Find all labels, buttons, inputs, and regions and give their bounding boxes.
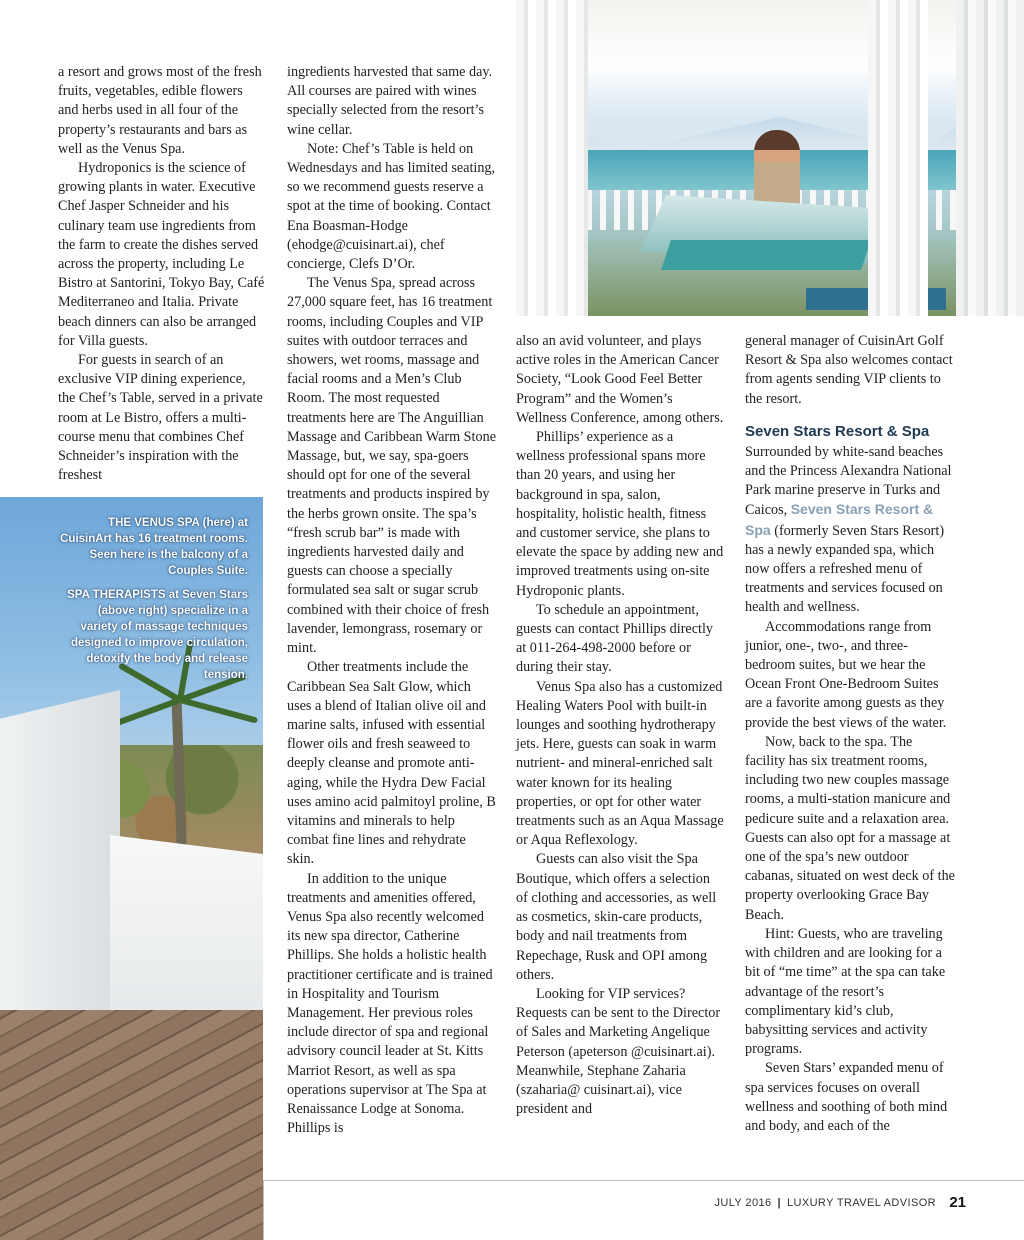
paragraph: ingredients harvested that same day. All courses are paired with wines specially selected from the resort’s wine cellar. [287, 64, 493, 138]
photo-curtain-right [868, 0, 928, 316]
paragraph: Venus Spa also has a customized Healing Waters Pool with built-in lounges and soothing hydrotherapy jets. Here, guests can soak in warm nutrient- and mineral-enriched salt water known for its healing properties, or opt for other water treatments such as an Aqua Massage or Aqua Reflexology. [516, 678, 724, 849]
paragraph: Seven Stars’ expanded menu of spa services focuses on overall wellness and soothing of both mind and body, and each of the [745, 1060, 948, 1134]
footer-separator: | [777, 1197, 781, 1209]
paragraph: Accommodations range from junior, one-, two-, and three-bedroom suites, but we hear the Ocean Front One-Bedroom Suites are a favorite among guests as they provide the best views of the water. [745, 618, 947, 731]
paragraph: Now, back to the spa. The facility has six treatment rooms, including two new couples massage rooms, a multi-station manicure and pedicure suite and a relaxation area. Guests can also opt for a massage at one of the spa’s new outdoor cabanas, situated on west deck of the property overlooking Grace Bay Beach. [745, 733, 955, 923]
footer-rule [263, 1180, 1024, 1181]
photo-curtain-left [516, 0, 588, 316]
section-heading: Seven Stars Resort & Spa [745, 422, 930, 440]
photo-wall-right [110, 835, 263, 1025]
footer-vertical-rule [263, 1180, 264, 1240]
paragraph: Hint: Guests, who are traveling with children and are looking for a bit of “me time” at the spa can take advantage of the resort’s complimentary kid’s club, babysitting services and activity programs. [745, 925, 946, 1058]
photo-palm-leaf [179, 697, 258, 724]
publication-name: LUXURY TRAVEL ADVISOR [786, 1197, 936, 1209]
article-column-4 [745, 332, 955, 1136]
paragraph: In addition to the unique treatments and amenities offered, Venus Spa also recently welcomed its new spa director, Catherine Phillips. She holds a holistic health practitioner certificate and is trained in Hospitality and Tourism Management. Her previous roles include director of spa and regional advisory council leader at St. Kitts Marriot Resort, as well as spa operations supervisor at The Spa at Renaissance Lodge at Sonoma. Phillips is [287, 870, 493, 1137]
article-column-2 [287, 63, 496, 1138]
photo-deck [0, 1010, 263, 1240]
photo-caption [60, 515, 248, 691]
paragraph: For guests in search of an exclusive VIP dining experience, the Chef’s Table, served in a private room at Le Bistro, offers a multi-course menu that combines Chef Schneider’s inspiration with the freshest [58, 352, 263, 484]
page-number: 21 [949, 1194, 966, 1211]
paragraph: a resort and grows most of the fresh fruits, vegetables, edible flowers and herbs used in all four of the property’s restaurants and bars as well as the Venus Spa. [58, 64, 262, 157]
paragraph: Hydroponics is the science of growing plants in water. Executive Chef Jasper Schneider and his culinary team use ingredients from the farm to create the dishes served across the property, including Le Bistro at Santorini, Tokyo Bay, Café Mediterraneo and Italia. Private beach dinners can also be arranged for Villa guests. [58, 160, 265, 349]
paragraph: Phillips’ experience as a wellness professional spans more than 20 years, and using her background in spa, salon, hospitality, holistic health, fitness and customer service, she plans to elevate the space by adding new and improved treatments using on-site Hydroponic plants. [516, 429, 724, 599]
spa-cabana-photo [516, 0, 1024, 316]
paragraph-text: (formerly Seven Stars Resort) has a newly expanded spa, which now offers a refreshed menu of treatments and services focused on health and wellness. [745, 522, 945, 616]
paragraph: also an avid volunteer, and plays active roles in the American Cancer Society, “Look Good Feel Better Program” and the Women’s Wellness Conference, among others. [516, 333, 724, 426]
resort-name-highlight: Seven Stars Resort & Spa [745, 501, 934, 538]
article-column-1 [58, 63, 266, 485]
caption-spa-therapists: SPA THERAPISTS at Seven Stars (above right) specialize in a variety of massage techniques designed to improve circulation, detoxify the body and release tension. [67, 589, 248, 681]
paragraph: Other treatments include the Caribbean Sea Salt Glow, which uses a blend of Italian olive oil and marine salts, infused with essential flower oils and fresh seaweed to deeply cleanse and promote anti-aging, while the Hydra Dew Facial uses amino acid palmitoyl proline, B vitamins and minerals to help combat fine lines and rehydrate skin. [287, 659, 496, 868]
paragraph-text: Surrounded by white-sand beaches and the Princess Alexandra National Park marine preserve in Turks and Caicos, [745, 443, 952, 519]
photo-towel [661, 240, 871, 270]
issue-date: JULY 2016 [714, 1197, 772, 1209]
paragraph: Looking for VIP services? Requests can be sent to the Director of Sales and Marketing Angelique Peterson (apeterson @cuisinart.ai). Meanwhile, Stephane Zaharia (szaharia@ cuisinart.ai), vice president and [516, 985, 721, 1118]
paragraph: To schedule an appointment, guests can contact Phillips directly at 011-264-498-2000 before or during their stay. [516, 601, 714, 676]
article-column-3 [516, 332, 724, 1119]
paragraph: general manager of CuisinArt Golf Resort & Spa also welcomes contact from agents sending VIP clients to the resort. [745, 333, 953, 407]
running-footer [714, 1197, 936, 1209]
paragraph: Guests can also visit the Spa Boutique, which offers a selection of clothing and accessories, as well as cosmetics, skin-care products, body and nail treatments from Repechage, Rusk and OPI among others. [516, 851, 717, 983]
photo-canopy [516, 0, 1024, 150]
caption-venus-spa: THE VENUS SPA (here) at CuisinArt has 16 treatment rooms. Seen here is the balcony of a Couples Suite. [60, 517, 248, 577]
paragraph: The Venus Spa, spread across 27,000 square feet, has 16 treatment rooms, including Couples and VIP suites with outdoor terraces and showers, wet rooms, massage and facial rooms and a Men’s Club Room. The most requested treatments here are The Anguillian Massage and Caribbean Warm Stone Massage, but, we say, spa-goers should opt for one of the several treatments and products inspired by the herbs grown onsite. The spa’s “fresh scrub bar” is made with ingredients harvested daily and guests can choose a specially formulated sea salt or sugar scrub combined with their choice of fresh lavender, lemongrass, rosemary or mint. [287, 275, 496, 657]
photo-curtain-far-right [956, 0, 1024, 316]
paragraph [745, 443, 955, 618]
paragraph: Note: Chef’s Table is held on Wednesdays and has limited seating, so we recommend guests reserve a spot at the time of booking. Contact Ena Boasman-Hodge (ehodge@cuisinart.ai), chef concierge, Clefs D’Or. [287, 140, 496, 273]
